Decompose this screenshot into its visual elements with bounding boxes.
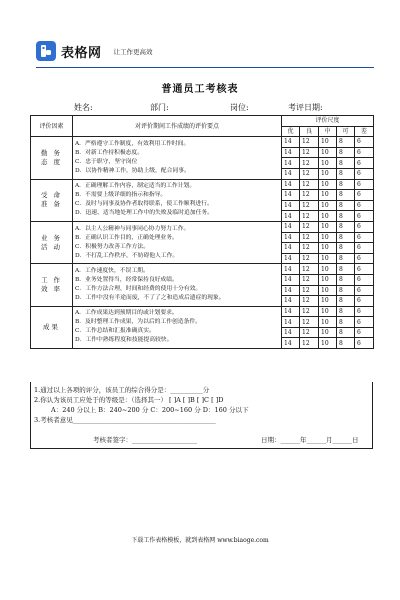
score-cell[interactable]: 14 <box>282 296 300 307</box>
score-cell[interactable]: 6 <box>355 338 374 349</box>
grade-header: 可 <box>337 126 355 137</box>
logo-icon <box>36 41 56 61</box>
score-cell[interactable]: 8 <box>337 296 355 307</box>
score-cell[interactable]: 14 <box>282 327 300 338</box>
score-cell[interactable]: 10 <box>319 338 337 349</box>
score-cell[interactable]: 6 <box>355 296 374 307</box>
score-cell[interactable]: 6 <box>355 243 374 254</box>
criteria-list <box>73 179 282 221</box>
category-name: 业 务 活 动 <box>31 221 73 263</box>
score-cell[interactable]: 8 <box>337 285 355 296</box>
header-factor: 评价因素 <box>31 116 73 137</box>
score-cell[interactable]: 10 <box>319 264 337 275</box>
score-cell[interactable]: 14 <box>282 211 300 222</box>
table-row <box>31 179 374 190</box>
score-cell[interactable]: 10 <box>319 168 337 179</box>
score-cell[interactable]: 8 <box>337 179 355 190</box>
summary-reviewer-opinion: 3.考核者意见____________________________________________ <box>34 416 216 424</box>
score-cell[interactable]: 10 <box>319 211 337 222</box>
criteria-item: D．以协作精神工作，协助上级，配合同事。 <box>75 167 190 174</box>
score-cell[interactable]: 6 <box>355 137 374 148</box>
score-cell[interactable]: 12 <box>300 190 319 201</box>
department-label: 部门: <box>150 103 169 112</box>
score-cell[interactable]: 6 <box>355 253 374 264</box>
score-cell[interactable]: 6 <box>355 168 374 179</box>
category-name: 工 作 效 率 <box>31 264 73 306</box>
score-cell[interactable]: 10 <box>319 317 337 328</box>
score-cell[interactable]: 8 <box>337 327 355 338</box>
criteria-item: A．以主人公精神与同事同心协力努力工作。 <box>75 225 190 232</box>
score-cell[interactable]: 14 <box>282 147 300 158</box>
score-cell[interactable]: 10 <box>319 243 337 254</box>
score-cell[interactable]: 10 <box>319 158 337 169</box>
criteria-item: B．正确认识工作目的，正确处理业务。 <box>75 234 178 241</box>
score-cell[interactable]: 8 <box>337 264 355 275</box>
score-cell[interactable]: 8 <box>337 190 355 201</box>
score-cell[interactable]: 8 <box>337 243 355 254</box>
score-cell[interactable]: 10 <box>319 200 337 211</box>
score-cell[interactable]: 14 <box>282 253 300 264</box>
criteria-item: D．不打乱工作秩序，不妨碍他人工作。 <box>75 252 179 259</box>
reviewer-signature: 考核者签字：____________________ <box>93 436 197 444</box>
score-cell[interactable]: 14 <box>282 190 300 201</box>
score-cell[interactable]: 14 <box>282 306 300 317</box>
criteria-item: A．正确理解工作内容，制定适当的工作计划。 <box>75 183 196 190</box>
score-cell[interactable]: 14 <box>282 168 300 179</box>
score-cell[interactable]: 14 <box>282 264 300 275</box>
score-cell[interactable]: 14 <box>282 221 300 232</box>
score-cell[interactable]: 10 <box>319 147 337 158</box>
score-cell[interactable]: 12 <box>300 243 319 254</box>
summary-grade-scale: A：240 分以上 B：240~200 分 C：200~160 分 D：160 分以下 <box>51 406 249 414</box>
score-cell[interactable]: 10 <box>319 327 337 338</box>
score-cell[interactable]: 10 <box>319 221 337 232</box>
criteria-item: C．及时与同事及协作者取得联系，使工作顺利进行。 <box>75 201 213 208</box>
category-name: 受 命 准 备 <box>31 179 73 221</box>
score-cell[interactable]: 8 <box>337 200 355 211</box>
score-cell[interactable]: 12 <box>300 306 319 317</box>
review-date: 日期：______年______月______日 <box>261 436 359 444</box>
score-cell[interactable]: 8 <box>337 232 355 243</box>
score-cell[interactable]: 6 <box>355 232 374 243</box>
score-cell[interactable]: 6 <box>355 221 374 232</box>
score-cell[interactable]: 12 <box>300 274 319 285</box>
score-cell[interactable]: 8 <box>337 253 355 264</box>
score-cell[interactable]: 14 <box>282 137 300 148</box>
summary-section <box>30 382 373 449</box>
score-cell[interactable]: 8 <box>337 137 355 148</box>
score-cell[interactable]: 10 <box>319 137 337 148</box>
score-cell[interactable]: 14 <box>282 158 300 169</box>
score-cell[interactable]: 6 <box>355 285 374 296</box>
score-cell[interactable]: 14 <box>282 232 300 243</box>
score-cell[interactable]: 6 <box>355 317 374 328</box>
score-cell[interactable]: 12 <box>300 179 319 190</box>
score-cell[interactable]: 10 <box>319 253 337 264</box>
grade-header: 中 <box>319 126 337 137</box>
score-cell[interactable]: 6 <box>355 200 374 211</box>
score-cell[interactable]: 6 <box>355 274 374 285</box>
score-cell[interactable]: 8 <box>337 168 355 179</box>
score-cell[interactable]: 12 <box>300 232 319 243</box>
brand-header <box>36 41 153 61</box>
criteria-item: D．工作中没有半途而废，不了了之和造成后遗症的现象。 <box>75 295 225 301</box>
score-cell[interactable]: 12 <box>300 253 319 264</box>
category-name: 勤 务 态 度 <box>31 137 73 179</box>
name-label: 姓名: <box>74 103 93 112</box>
score-cell[interactable]: 12 <box>300 147 319 158</box>
criteria-item: C．积极努力改善工作方法。 <box>75 243 149 250</box>
score-cell[interactable]: 14 <box>282 243 300 254</box>
score-cell[interactable]: 12 <box>300 158 319 169</box>
score-cell[interactable]: 12 <box>300 200 319 211</box>
score-cell[interactable]: 12 <box>300 317 319 328</box>
score-cell[interactable]: 6 <box>355 179 374 190</box>
score-cell[interactable]: 6 <box>355 306 374 317</box>
criteria-item: A．工作速度快，不误工期。 <box>75 268 149 274</box>
criteria-item: B．业务处置得当，经常保持良好成绩。 <box>75 277 178 283</box>
score-cell[interactable]: 12 <box>300 338 319 349</box>
summary-grade-choice: 2.你认为该员工应处于的等级是：（选择其一） [ ]A [ ]B [ ]C [ ]D <box>34 396 224 404</box>
score-cell[interactable]: 12 <box>300 211 319 222</box>
score-cell[interactable]: 6 <box>355 327 374 338</box>
criteria-item: B．不需要上级详细的指示和指导。 <box>75 192 167 199</box>
score-cell[interactable]: 14 <box>282 317 300 328</box>
score-cell[interactable]: 6 <box>355 190 374 201</box>
criteria-item: B．及时整理工作成果，为以后的工作创造条件。 <box>75 319 201 326</box>
score-cell[interactable]: 10 <box>319 274 337 285</box>
criteria-item: A．严格遵守工作制度，有效利用工作时间。 <box>75 140 190 147</box>
score-cell[interactable]: 6 <box>355 211 374 222</box>
brand-name: 表格网 <box>61 45 102 61</box>
score-cell[interactable]: 6 <box>355 264 374 275</box>
position-label: 岗位: <box>230 103 249 112</box>
score-cell[interactable]: 8 <box>337 274 355 285</box>
score-cell[interactable]: 14 <box>282 274 300 285</box>
score-cell[interactable]: 14 <box>282 285 300 296</box>
criteria-item: C．工作方法合理，时间和经费的使用十分有效。 <box>75 286 202 292</box>
score-cell[interactable]: 14 <box>282 200 300 211</box>
score-cell[interactable]: 8 <box>337 211 355 222</box>
score-cell[interactable]: 6 <box>355 158 374 169</box>
score-cell[interactable]: 12 <box>300 327 319 338</box>
score-cell[interactable]: 10 <box>319 190 337 201</box>
criteria-list <box>73 137 282 179</box>
score-cell[interactable]: 10 <box>319 285 337 296</box>
score-cell[interactable]: 14 <box>282 179 300 190</box>
criteria-item: A．工作成果达到预期目的或计划要求。 <box>75 310 178 317</box>
table-row <box>31 221 374 232</box>
score-cell[interactable]: 12 <box>300 264 319 275</box>
grade-header: 优 <box>282 126 300 137</box>
score-cell[interactable]: 10 <box>319 232 337 243</box>
brand-slogan: 让工作更高效 <box>113 47 153 56</box>
table-row <box>31 306 374 317</box>
header-criteria: 对评价期间工作成绩的评价要点 <box>73 116 282 137</box>
grade-header: 良 <box>300 126 319 137</box>
score-cell[interactable]: 12 <box>300 221 319 232</box>
criteria-item: B．对新工作持积极态度。 <box>75 149 144 156</box>
criteria-item: C．工作总结和汇报准确真实。 <box>75 328 155 335</box>
score-cell[interactable]: 8 <box>337 158 355 169</box>
score-cell[interactable]: 6 <box>355 147 374 158</box>
score-cell[interactable]: 10 <box>319 179 337 190</box>
score-cell[interactable]: 8 <box>337 306 355 317</box>
score-cell[interactable]: 10 <box>319 296 337 307</box>
grade-header: 差 <box>355 126 374 137</box>
score-cell[interactable]: 12 <box>300 285 319 296</box>
footer-text: 下载工作表格模板，就到表格网 www.biaoge.com <box>131 537 269 544</box>
score-cell[interactable]: 8 <box>337 147 355 158</box>
criteria-item: D．工作中熟练程度和技能提高较快。 <box>75 337 173 344</box>
score-cell[interactable]: 12 <box>300 168 319 179</box>
criteria-item: C．忠于职守，坚守岗位 <box>75 158 138 165</box>
date-label: 考评日期: <box>288 103 323 112</box>
category-name: 成果 <box>31 306 73 348</box>
criteria-list <box>73 306 282 348</box>
header-divider <box>36 67 374 68</box>
evaluation-table <box>30 115 374 349</box>
page-title: 普通员工考核表 <box>161 84 239 95</box>
criteria-item: D．迅速、适当地处理工作中的失败及临时追加任务。 <box>75 210 213 217</box>
criteria-list <box>73 264 282 306</box>
table-row <box>31 137 374 148</box>
score-cell[interactable]: 14 <box>282 338 300 349</box>
score-cell[interactable]: 12 <box>300 296 319 307</box>
header-scale: 评价尺度 <box>282 116 374 127</box>
table-row <box>31 264 374 275</box>
score-cell[interactable]: 12 <box>300 137 319 148</box>
score-cell[interactable]: 8 <box>337 221 355 232</box>
score-cell[interactable]: 8 <box>337 317 355 328</box>
score-cell[interactable]: 10 <box>319 306 337 317</box>
criteria-list <box>73 221 282 263</box>
score-cell[interactable]: 8 <box>337 338 355 349</box>
summary-total-score: 1.通过以上各项的评分，该员工的综合得分是：__________分 <box>34 386 210 394</box>
